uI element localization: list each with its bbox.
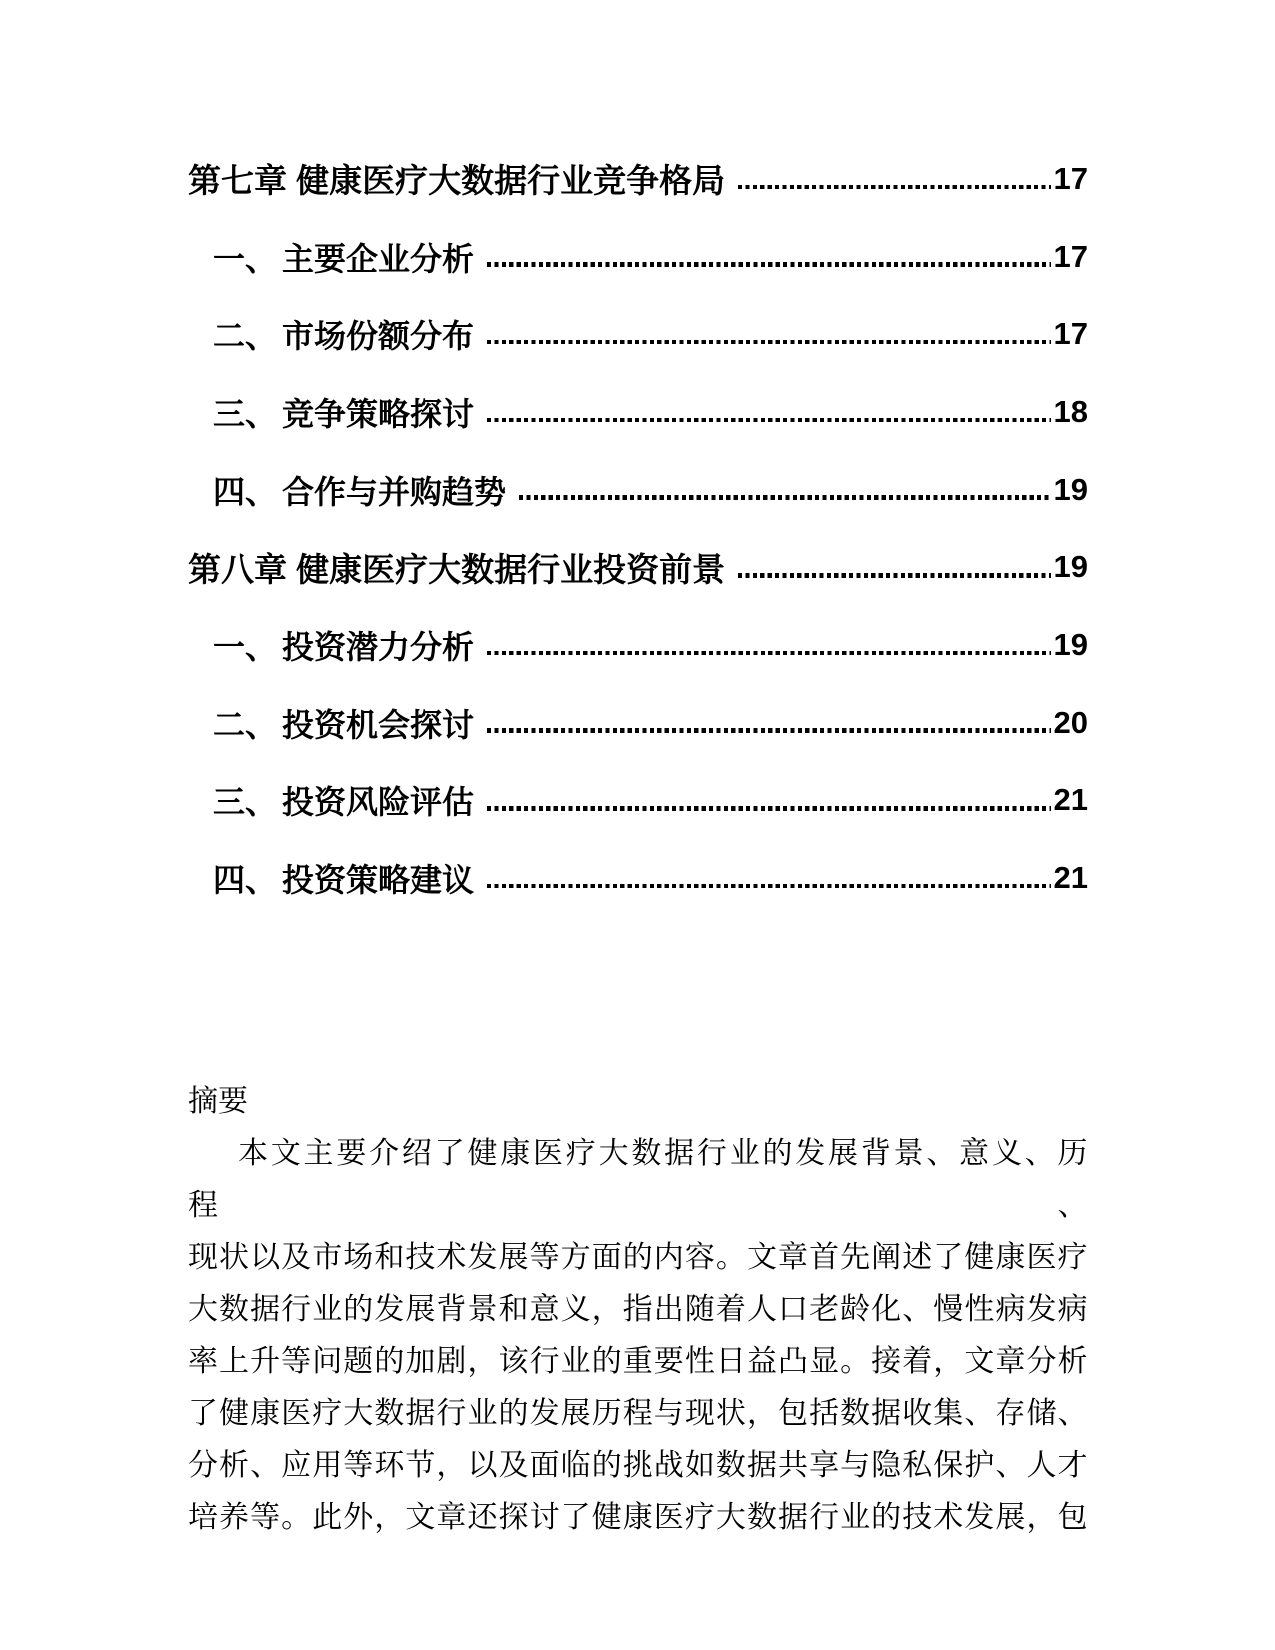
toc-entry-title: 第七章 健康医疗大数据行业竞争格局: [188, 162, 726, 200]
dot-leader: [738, 573, 1050, 578]
dot-leader: [487, 262, 1050, 267]
toc-entry-page-number: 19: [1053, 471, 1088, 507]
dot-leader: [519, 495, 1050, 500]
toc-entry-page-number: 19: [1053, 549, 1088, 585]
toc-entry-sub[interactable]: [188, 684, 1088, 762]
toc-entry-title: 投资机会探讨: [282, 706, 475, 743]
toc-entry-sub[interactable]: [188, 373, 1088, 451]
toc-entry-sub[interactable]: [188, 839, 1088, 917]
toc-entry-number: 一、: [213, 628, 278, 665]
toc-entry-number: 四、: [213, 862, 278, 899]
dot-leader: [738, 185, 1050, 190]
dot-leader: [487, 884, 1050, 889]
toc-entry-sub[interactable]: [188, 218, 1088, 296]
abstract-text-line: 分析、应用等环节，以及面临的挑战如数据共享与隐私保护、人才: [188, 1449, 1088, 1482]
toc-entry-title: 第八章 健康医疗大数据行业投资前景: [188, 550, 726, 588]
toc-entry-sub[interactable]: [188, 762, 1088, 840]
dot-leader: [487, 806, 1050, 811]
abstract-section: [188, 1076, 1088, 1544]
abstract-heading: 摘要: [188, 1085, 248, 1118]
dot-leader: [487, 418, 1050, 423]
toc-entry-chapter[interactable]: [188, 528, 1088, 606]
toc-entry-page-number: 19: [1053, 626, 1088, 662]
toc-entry-page-number: 20: [1053, 704, 1088, 740]
toc-entry-page-number: 21: [1053, 782, 1088, 818]
toc-entry-page-number: 17: [1053, 238, 1088, 274]
abstract-text-line: 率上升等问题的加剧，该行业的重要性日益凸显。接着，文章分析: [188, 1345, 1088, 1378]
dot-leader: [487, 651, 1050, 656]
toc-entry-number: 二、: [213, 706, 278, 743]
abstract-text-line: 本文主要介绍了健康医疗大数据行业的发展背景、意义、历程、: [188, 1137, 1088, 1222]
abstract-text-line: 培养等。此外，文章还探讨了健康医疗大数据行业的技术发展，包: [188, 1501, 1088, 1534]
table-of-contents: [188, 140, 1088, 917]
abstract-paragraph: [188, 1128, 1088, 1544]
toc-entry-title: 合作与并购趋势: [282, 473, 507, 510]
toc-entry-title: 投资潜力分析: [282, 628, 475, 665]
abstract-text-line: 现状以及市场和技术发展等方面的内容。文章首先阐述了健康医疗: [188, 1241, 1088, 1274]
toc-entry-number: 一、: [213, 240, 278, 277]
toc-entry-number: 三、: [213, 784, 278, 821]
toc-entry-title: 主要企业分析: [282, 240, 475, 277]
toc-entry-page-number: 18: [1053, 393, 1088, 429]
abstract-text-line: 了健康医疗大数据行业的发展历程与现状，包括数据收集、存储、: [188, 1397, 1088, 1430]
toc-entry-number: 三、: [213, 395, 278, 432]
toc-entry-chapter[interactable]: [188, 140, 1088, 218]
abstract-text-line: 大数据行业的发展背景和意义，指出随着人口老龄化、慢性病发病: [188, 1293, 1088, 1326]
dot-leader: [487, 340, 1050, 345]
toc-entry-number: 四、: [213, 473, 278, 510]
dot-leader: [487, 728, 1050, 733]
toc-entry-page-number: 21: [1053, 860, 1088, 896]
toc-entry-title: 市场份额分布: [282, 318, 475, 355]
toc-entry-title: 投资风险评估: [282, 784, 475, 821]
toc-entry-page-number: 17: [1053, 160, 1088, 196]
toc-entry-title: 投资策略建议: [282, 862, 475, 899]
toc-entry-number: 二、: [213, 318, 278, 355]
toc-entry-sub[interactable]: [188, 451, 1088, 529]
toc-entry-sub[interactable]: [188, 606, 1088, 684]
toc-entry-sub[interactable]: [188, 295, 1088, 373]
toc-entry-title: 竞争策略探讨: [282, 395, 475, 432]
toc-entry-page-number: 17: [1053, 316, 1088, 352]
